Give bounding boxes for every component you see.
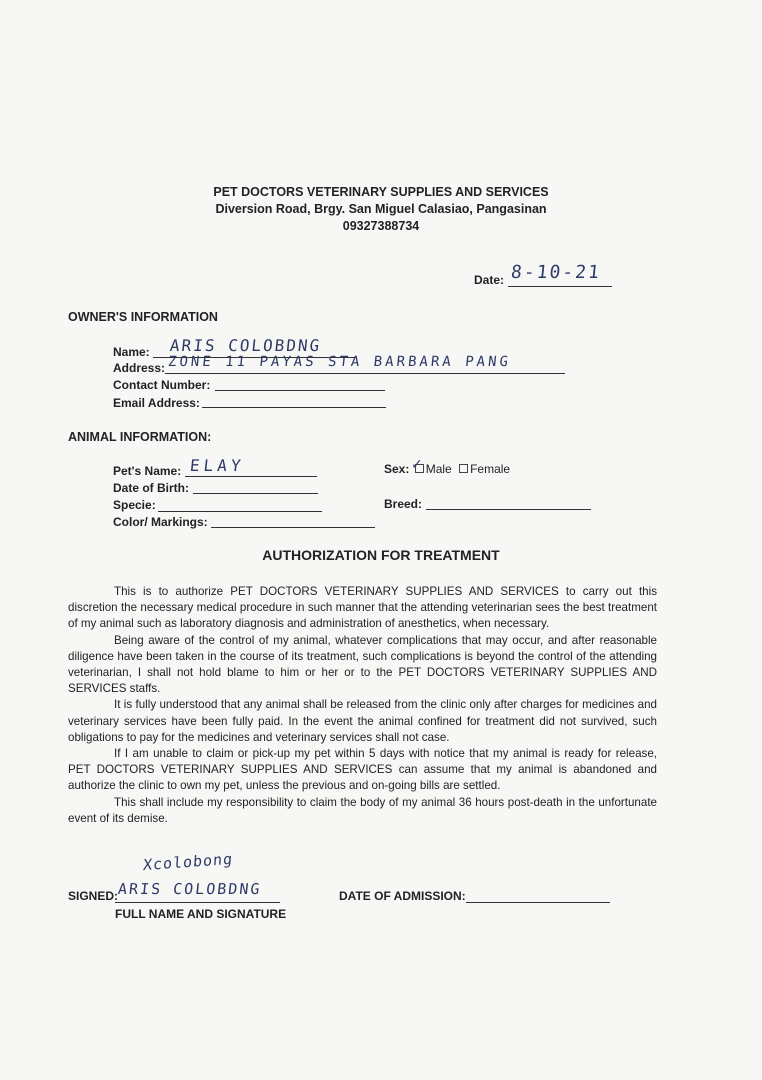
authorization-paragraph: It is fully understood that any animal shall be released from the clinic only after charges for medicines and veterinary services have been fully paid. In the event the animal confined for treatment did not survived, such obligations to pay for the medicines and veterinary services shall not case. [68, 698, 657, 744]
signature-caption: FULL NAME AND SIGNATURE [115, 907, 287, 921]
pet-name-value[interactable]: ELAY [189, 456, 246, 475]
dob-line[interactable] [193, 493, 318, 494]
authorization-paragraph: If I am unable to claim or pick-up my pet within 5 days with notice that my animal is ready for release, PET DOCTORS VETERINARY SUPPLIES AND SERVICES can assume that my animal is abandoned and authorize the clinic to own my pet, unless the previous and on-going bills are settled. [68, 747, 657, 793]
female-option-label: Female [470, 462, 511, 476]
authorization-paragraph: This is to authorize PET DOCTORS VETERINARY SUPPLIES AND SERVICES to carry out this discretion the necessary medical procedure in such manner that the attending veterinarian sees the best treatment of my animal such as laboratory diagnosis and administration of anesthetics, when necessary. [68, 585, 657, 631]
specie-line[interactable] [158, 511, 322, 512]
email-address-line[interactable] [202, 407, 386, 408]
male-check-mark-icon: ✓ [411, 457, 423, 473]
authorization-paragraph: This shall include my responsibility to claim the body of my animal 36 hours post-death in the unfortunate event of its demise. [68, 795, 657, 825]
letterhead [0, 184, 762, 235]
owner-address-value[interactable]: ZONE 11 PAYAS STA BARBARA PANG [167, 354, 512, 370]
contact-number-line[interactable] [215, 390, 385, 391]
specie-label: Specie: [113, 498, 156, 512]
date-value[interactable]: 8-10-21 [509, 262, 602, 283]
pet-name-label: Pet's Name: [113, 464, 182, 478]
owner-name-value[interactable]: ARIS COLOBDNG [169, 336, 323, 355]
date-of-admission-label: DATE OF ADMISSION: [339, 889, 466, 903]
male-option-label: Male [425, 462, 452, 476]
pet-name-line [185, 476, 317, 477]
sex-label: Sex: [384, 462, 410, 476]
dob-label: Date of Birth: [113, 481, 189, 495]
breed-line[interactable] [426, 509, 591, 510]
female-checkbox[interactable] [459, 464, 468, 473]
authorization-title: AUTHORIZATION FOR TREATMENT [262, 547, 500, 563]
company-address: Diversion Road, Brgy. San Miguel Calasiao, Pangasinan [215, 202, 547, 216]
date-of-admission-line[interactable] [466, 902, 610, 903]
company-phone: 09327388734 [342, 219, 420, 233]
date-line [508, 286, 612, 287]
authorization-text [68, 584, 657, 827]
company-name: PET DOCTORS VETERINARY SUPPLIES AND SERVICES [213, 185, 549, 199]
owner-address-line [165, 373, 565, 374]
date-label: Date: [474, 273, 505, 287]
contact-number-label: Contact Number: [113, 378, 211, 392]
signed-name-value[interactable]: ARIS COLOBDNG [117, 880, 263, 898]
signed-line [115, 902, 280, 903]
animal-section-title: ANIMAL INFORMATION: [68, 430, 212, 444]
signature-mark: Xcolobong [142, 849, 234, 875]
owner-name-label: Name: [113, 345, 150, 359]
sex-field [384, 462, 510, 476]
owner-section-title: OWNER'S INFORMATION [68, 310, 218, 324]
color-markings-label: Color/ Markings: [113, 515, 208, 529]
email-address-label: Email Address: [113, 396, 200, 410]
color-markings-line[interactable] [211, 527, 375, 528]
signed-label: SIGNED: [68, 889, 119, 903]
authorization-paragraph: Being aware of the control of my animal, whatever complications that may occur, and after reasonable diligence have been taken in the course of its treatment, such complications is beyond the control of the attending veterinarian, I shall not hold blame to him or her or to the PET DOCTORS VETERINARY SUPPLIES AND SERVICES staffs. [68, 633, 657, 696]
breed-label: Breed: [384, 497, 423, 511]
owner-address-label: Address: [113, 361, 166, 375]
